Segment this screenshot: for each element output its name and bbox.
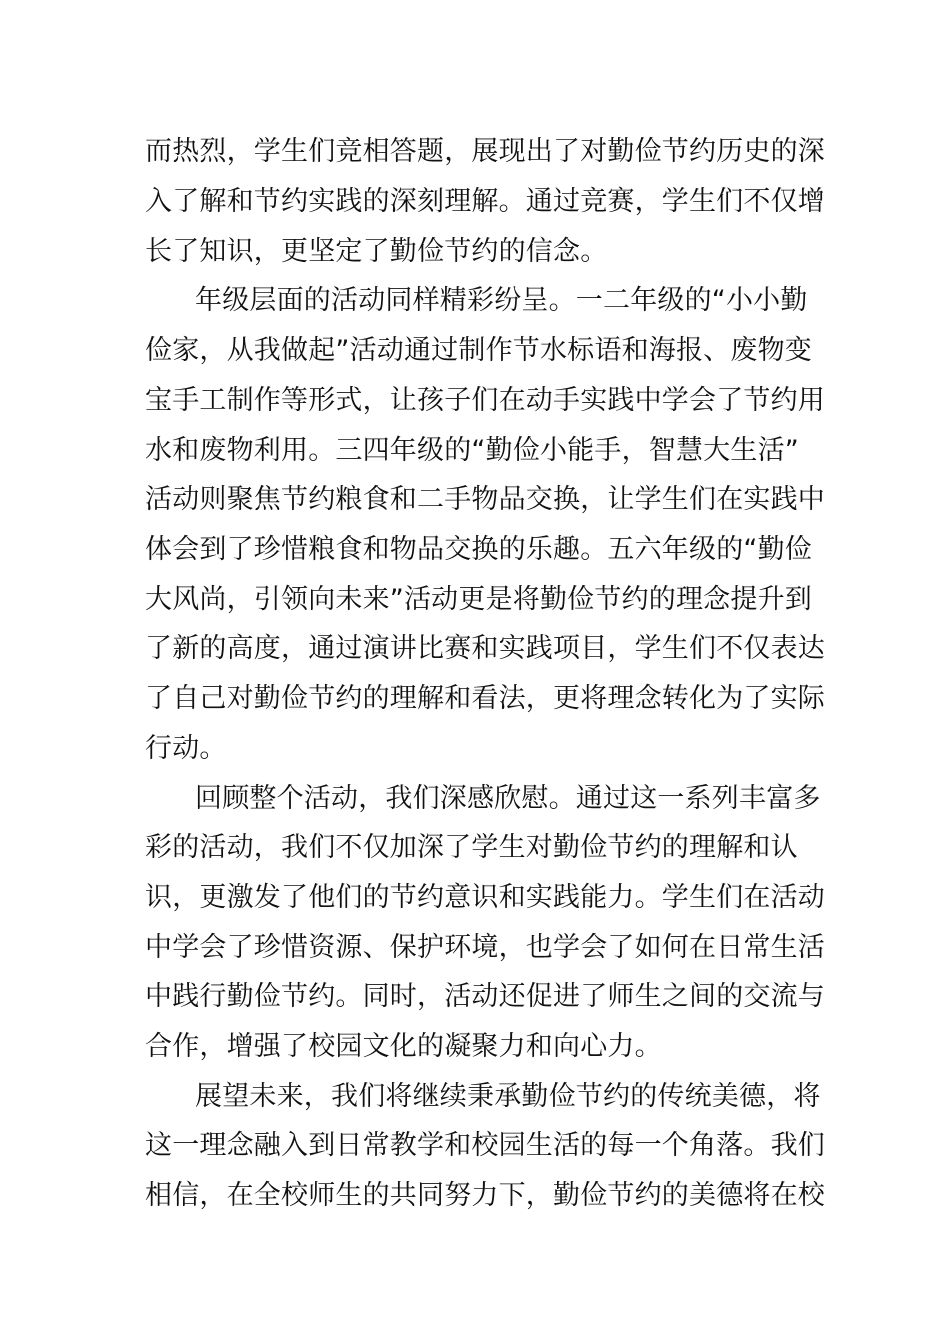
text-line: 彩的活动，我们不仅加深了学生对勤俭节约的理解和认 (145, 832, 798, 863)
text-line: 俭家，从我做起”活动通过制作节水标语和海报、废物变 (145, 335, 812, 366)
paragraph-first-line: 年级层面的活动同样精彩纷呈。一二年级的“小小勤 (195, 285, 808, 316)
paragraph-first-line: 展望未来，我们将继续秉承勤俭节约的传统美德，将 (195, 1081, 821, 1112)
text-line: 合作，增强了校园文化的凝聚力和向心力。 (145, 1031, 662, 1062)
text-line: 识，更激发了他们的节约意识和实践能力。学生们在活动 (145, 882, 825, 913)
text-line: 水和废物利用。三四年级的“勤俭小能手，智慧大生活” (145, 435, 799, 466)
text-line: 中学会了珍惜资源、保护环境，也学会了如何在日常生活 (145, 932, 825, 963)
text-line: 这一理念融入到日常教学和校园生活的每一个角落。我们 (145, 1130, 825, 1161)
text-line: 而热烈，学生们竞相答题，展现出了对勤俭节约历史的深 (145, 136, 825, 167)
text-line: 宝手工制作等形式，让孩子们在动手实践中学会了节约用 (145, 385, 825, 416)
text-line: 了自己对勤俭节约的理解和看法，更将理念转化为了实际 (145, 683, 825, 714)
text-line: 长了知识，更坚定了勤俭节约的信念。 (145, 236, 608, 267)
text-line: 行动。 (145, 733, 227, 764)
text-line: 中践行勤俭节约。同时，活动还促进了师生之间的交流与 (145, 981, 825, 1012)
text-line: 活动则聚焦节约粮食和二手物品交换，让学生们在实践中 (145, 484, 825, 515)
text-line: 入了解和节约实践的深刻理解。通过竞赛，学生们不仅增 (145, 186, 825, 217)
text-line: 相信，在全校师生的共同努力下，勤俭节约的美德将在校 (145, 1180, 825, 1211)
paragraph-first-line: 回顾整个活动，我们深感欣慰。通过这一系列丰富多 (195, 783, 821, 814)
text-line: 大风尚，引领向未来”活动更是将勤俭节约的理念提升到 (145, 584, 812, 615)
text-line: 体会到了珍惜粮食和物品交换的乐趣。五六年级的“勤俭 (145, 534, 812, 565)
text-line: 了新的高度，通过演讲比赛和实践项目，学生们不仅表达 (145, 633, 825, 664)
